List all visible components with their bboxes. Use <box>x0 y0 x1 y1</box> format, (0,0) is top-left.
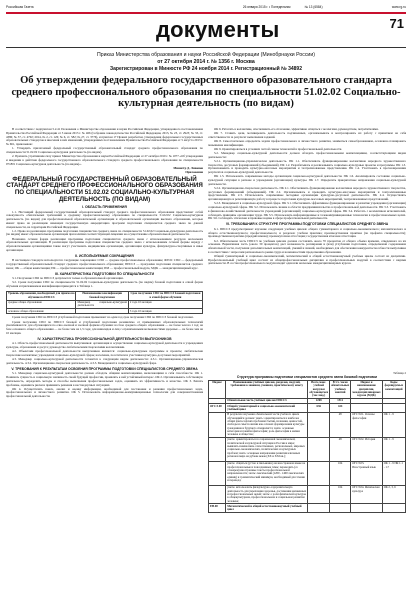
section-heading: V. ТРЕБОВАНИЯ К РЕЗУЛЬТАТАМ ОСВОЕНИЯ ПРОГРАММЫ ПОДГОТОВКИ СПЕЦИАЛИСТОВ СРЕДНЕГО ЗВЕНА <box>11 366 198 371</box>
table-header: Срок получения СПО по ППССЗ базовой подготовки в очной форме обучения <box>128 291 202 300</box>
table-cell <box>308 437 330 461</box>
table-cell: 48 <box>330 437 351 461</box>
table-header: Индекс и наименование дисциплин, междисциплинарных курсов (МДК) <box>352 380 381 398</box>
site-url: www.rg.ru <box>391 5 406 9</box>
table-cell: В результате изучения обязательной части учебного цикла обучающийся должен: уметь: ориентироваться в наиболее общих философских проблемах бытия, познания, ценностей, свободы и смысла жизни как основах формирования культуры гражданина и будущего специалиста; знать: основные категории и понятия философии; роль философии в жизни человека и общества; <box>226 412 308 437</box>
paragraph: Сроки получения СПО по ППССЗ базовой и углубленной подготовки независимо от применяемых образовательных технологий увеличиваются: для обучающихся по очно-заочной и заочной формам обучения: на базе среднего общего образования — не более чем на 1 год; на базе основного общего образования — не более чем на 1,5 года; для инвалидов и лиц с ограниченными возможностями здоровья — не более чем на 10 месяцев. <box>6 319 203 335</box>
paragraph: 1.1. Настоящий федеральный государственный образовательный стандарт среднего профессионального образования представляет собой совокупность обязательных требований к среднему профессиональному образованию по специальности 51.02.02 Социально-культурная деятельность (по видам) для профессиональной образовательной организации и образовательной организации высшего образования, которые имеют право на реализацию имеющих государственную аккредитацию программ подготовки специалистов среднего звена по данной специальности, на территории Российской Федерации. <box>6 209 203 229</box>
table-cell <box>209 485 226 503</box>
paragraph: 6.1. ППССЗ предусматривает изучение следующих учебных циклов: общего гуманитарного и социально-экономического; математического и общего естественнонаучного; профессионального; и разделов: учебная практика; производственная практика (по профилю специальности); производственная практика (преддипломная); промежуточная аттестация; государственная итоговая аттестация. <box>208 226 406 239</box>
table-cell <box>76 309 128 314</box>
paragraph: Общий гуманитарный и социально-экономический, математический и общий естественнонаучный учебные циклы состоят из дисциплин. Профессиональный учебный цикл состоит из общепрофессиональных дисциплин и профессиональных модулей в соответствии с видами деятельности. В состав профессионального модуля входит один или несколько междисциплинарных курсов. <box>208 253 406 266</box>
table-cell: ЕН.00 <box>209 504 226 513</box>
table-cell: ОК 1 - 9 <box>382 437 405 461</box>
paragraph: ОК 4. Осуществлять поиск, анализ и оценку информации, необходимой для постановки и решения профессиональных задач, профессионального и личностного развития. ОК 5. Использовать информационно-коммуникационные технологии для совершенствования профессиональной деятельности. <box>6 386 203 399</box>
paragraph: 1.2. Право на реализацию программы подготовки специалистов среднего звена по специальности 51.02.02 Социально-культурная деятельность (по видам) имеет образовательная организация при наличии соответствующей лицензии на осуществление образовательной деятельности. <box>6 228 203 237</box>
table-header: Всего макс. учебной нагрузки обучающегося (час./нед.) <box>309 380 329 398</box>
section-heading: VI. ТРЕБОВАНИЯ К СТРУКТУРЕ ПРОГРАММЫ ПОДГОТОВКИ СПЕЦИАЛИСТОВ СРЕДНЕГО ЗВЕНА <box>225 222 389 227</box>
table-header: Наименование квалификации базовой подготовки <box>76 291 128 300</box>
paragraph: 5.2.2. Организационно-творческая деятельность. ПК 2.1. Обеспечивать функционирование коллективов народного художественного творчества, досуговых формирований (объединений). ПК 2.2. Организовывать и проводить культурно-массовые мероприятия и театрализованные представления. ПК 2.3. Использовать современные методики организации культурно-досуговой деятельности. ПК 2.4. Осуществлять организационную и репетиционную работу в процессе подготовки культурно-массовых мероприятий, театрализованных представлений. <box>208 185 406 202</box>
paragraph: 2. Признать утратившим силу приказ Министерства образования и науки Российской Федерации от 27 октября 2010 г. № 1077 «Об утверждении и введении в действие федерального государственного образовательного стандарта среднего профессионального образования по специальности 071801 Социально-культурная деятельность (по видам)». <box>6 154 203 166</box>
table-cell: 636 <box>308 404 330 413</box>
table-cell: ОК 2, 3, 6 <box>382 485 405 503</box>
paragraph: ОК 8. Самостоятельно определять задачи профессионального и личностного развития, заниматься самообразованием, осознанно планировать повышение квалификации. <box>208 139 406 147</box>
paragraph: 5.2.1. Организационно-управленческая деятельность. ПК 1.1. Обеспечивать функционирование коллективов народного художественного творчества, досуговых формирований (объединений). ПК 1.2. Разрабатывать и реализовывать социально-культурные проекты и программы. ПК 1.3. Организовывать и проводить культурно-массовые мероприятия и театрализованные представления. ПК 1.4. Участвовать в прогнозировании результатов социально-культурной деятельности. <box>208 158 406 175</box>
table-cell: ОК 1 - 9 ПК 1.1 - 1.7 <box>382 461 405 485</box>
table-cell: уметь: использовать физкультурно-оздоровительную деятельность для укрепления здоровья, достижения жизненных и профессиональных целей; знать: о роли физической культуры в общекультурном, профессиональном и социальном развитии человека; <box>227 485 307 503</box>
appendix-label: Приложение <box>185 169 203 174</box>
table-row <box>7 309 203 314</box>
paragraph: ОК 9. Ориентироваться в условиях частой смены технологий в профессиональной деятельности. <box>214 146 343 151</box>
order-registration: Зарегистрирован в Минюсте РФ 24 ноября 2014 г. Регистрационный № 34892 <box>109 66 302 72</box>
table-cell: 424 <box>330 404 351 413</box>
table-cell <box>209 437 226 461</box>
table-caption: Таблица 2 <box>393 371 406 375</box>
table-cell <box>209 412 226 437</box>
section-heading: III. ХАРАКТЕРИСТИКА ПОДГОТОВКИ ПО СПЕЦИАЛЬНОСТИ <box>54 271 155 276</box>
page-number: 71 <box>389 16 404 31</box>
table-row <box>209 504 406 513</box>
issue-date: 26 января 2015 г. • Понедельник <box>242 5 291 9</box>
table-row <box>209 404 406 413</box>
table-cell: среднее общее образование <box>7 300 76 309</box>
paragraph: 1. Утвердить прилагаемый федеральный государственный образовательный стандарт среднего профессионального образования по специальности 51.02.02 Социально-культурная деятельность (по видам). <box>6 146 203 154</box>
paragraph: 3.1. Получение СПО по ППССЗ допускается только в образовательной организации. <box>12 276 124 281</box>
table-1 <box>6 291 203 314</box>
table-header: Коды формируемых компетенций <box>382 380 405 398</box>
structure-table-block <box>208 372 406 513</box>
table-cell: уметь: общаться (устно и письменно) на иностранном языке на профессиональные и повседневные темы; переводить (со словарем) иностранные тексты профессиональной направленности; знать: лексический (1200 - 1400 лексических единиц) и грамматический минимум, необходимый для чтения и перевода; <box>226 461 308 485</box>
issue-number: № 13 (6584) <box>304 5 323 9</box>
table-cell <box>308 504 330 513</box>
table-header: Индекс <box>209 380 226 398</box>
table-row <box>209 485 406 503</box>
table-cell: 164 <box>330 461 351 485</box>
table-cell <box>308 485 330 503</box>
table-cell <box>351 504 382 513</box>
table-cell: 3 года 10 месяцев <box>128 309 202 314</box>
paragraph: 4.1. Область профессиональной деятельности выпускников: организация и осуществление социально-культурной деятельности в учреждениях культуры, образования и досуга; руководство любительскими творческими коллективами. <box>6 341 203 350</box>
order-headline: Об утверждении федерального государственного образовательного стандарта среднего профессионального образования по специальности 51.02.02 Социально-культурная деятельность (по видам) <box>11 75 401 110</box>
right-column <box>208 128 406 370</box>
paragraph: 5.1. Менеджер социально-культурной деятельности должен обладать общими компетенциями, включающими в себя способность: ОК 1. Понимать сущность и социальную значимость своей будущей профессии, проявлять к ней устойчивый интерес. ОК 2. Организовывать собственную деятельность, определять методы и способы выполнения профессиональных задач, оценивать их эффективность и качество. ОК 3. Решать проблемы, оценивать риски и принимать решения в нестандартных ситуациях. <box>6 371 203 387</box>
table-cell <box>382 504 405 513</box>
paragraph: В настоящем стандарте используются следующие сокращения: СПО — среднее профессиональное образование; ФГОС СПО — федеральный государственный образовательный стандарт среднего профессионального образования; ППССЗ — программа подготовки специалистов среднего звена; ОК — общая компетенция; ПК — профессиональная компетенция; ПМ — профессиональный модуль; МДК — междисциплинарный курс. <box>6 258 203 270</box>
paragraph: Возможна сетевая форма реализации программы подготовки специалистов среднего звена с использованием ресурсов нескольких образовательных организаций. В реализации программы подготовки специалистов среднего звена с использованием сетевой формы наряду с образовательными организациями также могут участвовать медицинские организации, организации культуры, физкультурно-спортивные и иные организации. <box>6 236 203 252</box>
table-header: Уровень образования, необходимый для приема на обучение по ППССЗ <box>8 291 75 299</box>
table-cell: ОГСЭ.03. Иностранный язык <box>351 461 382 485</box>
table-header-row <box>209 380 406 398</box>
order-date-number: от 27 октября 2014 г. № 1356 г. Москва <box>157 59 255 65</box>
section-heading: I. ОБЛАСТЬ ПРИМЕНЕНИЯ <box>82 204 127 209</box>
paragraph: Сроки получения СПО по ППССЗ углубленной подготовки превышают на один год срок получения СПО по ППССЗ базовой подготовки. <box>12 315 194 320</box>
table-cell <box>351 404 382 413</box>
table-row <box>209 461 406 485</box>
paragraph: 4.2. Объектами профессиональной деятельности выпускников являются: социально-культурные программы и проекты; любительские творческие коллективы; учреждения социально-культурной сферы; население, посетители и участники культурно-досуговых мероприятий. <box>6 349 203 357</box>
table-cell: основное общее образование <box>7 309 76 314</box>
table-cell: ОГСЭ.02. История <box>351 437 382 461</box>
left-column <box>6 128 203 594</box>
table-cell: 2268 <box>308 398 330 403</box>
table-cell: 164 <box>330 485 351 503</box>
table-cell <box>382 404 405 413</box>
table-cell: ОГСЭ.04. Физическая культура <box>351 485 382 503</box>
header-divider <box>6 47 406 48</box>
table-cell <box>209 461 226 485</box>
table-cell: Обязательная часть учебных циклов ППССЗ <box>226 398 308 403</box>
table-cell: Менеджер социально-культурной деятельности <box>77 300 127 308</box>
table-cell: 2 года 10 месяцев <box>128 300 202 309</box>
table-header: Наименование учебных циклов, разделов, модулей, требования к знаниям, умениям, практическому опыту <box>226 380 308 398</box>
table-row <box>209 412 406 437</box>
table-cell: 1512 <box>330 398 351 403</box>
order-heading <box>6 52 406 110</box>
paragraph: В соответствии с подпунктом 5.2.41 Положения о Министерстве образования и науки Российской Федерации, утвержденного постановлением Правительства Российской Федерации от 3 июня 2013 г. № 466 (Собрание законодательства Российской Федерации, 2013, № 23, ст. 2923; № 33, ст. 4386; № 37, ст. 4702; 2014, № 2, ст. 126; № 6, ст. 582; № 27, ст. 3776), и пунктом 17 Правил разработки, утверждения федеральных государственных образовательных стандартов и внесения в них изменений, утвержденных постановлением Правительства Российской Федерации от 5 августа 2013 г. № 661, приказываю: <box>6 128 203 146</box>
table-cell: 48 <box>330 412 351 437</box>
newspaper-name: Российская Газета <box>6 5 34 9</box>
paragraph: 6.2. Обязательная часть ППССЗ по учебным циклам должна составлять около 70 процентов от общего объема времени, отведенного на их освоение. Вариативная часть (около 30 процентов) дает возможность расширения и (или) углубления подготовки, определяемой содержанием обязательной части, получения дополнительных компетенций, умений и знаний, необходимых для обеспечения конкурентоспособности выпускника в соответствии с запросами регионального рынка труда и возможностями продолжения образования. <box>208 238 406 254</box>
table-title: Структура программы подготовки специалистов среднего звена базовой подготовки <box>236 374 378 379</box>
table-cell: уметь: ориентироваться в современной экономической, политической и культурной ситуации в России и мире; выявлять взаимосвязь отечественных, региональных, мировых социально-экономических, политических и культурных проблем; знать: основные направления развития ключевых регионов мира на рубеже веков (XX и XXI вв.); <box>226 437 308 461</box>
table-header: В т.ч. часов обязательных учебных занятий <box>330 380 351 398</box>
paragraph: ОК 7. Ставить цели, мотивировать деятельность подчиненных, организовывать и контролировать их работу с принятием на себя ответственности за результат выполнения заданий. <box>208 131 406 139</box>
table-cell <box>308 461 330 485</box>
standard-title: ФЕДЕРАЛЬНЫЙ ГОСУДАРСТВЕННЫЙ ОБРАЗОВАТЕЛЬНЫЙ СТАНДАРТ СРЕДНЕГО ПРОФЕССИОНАЛЬНОГО ОБРАЗОВАНИЯ ПО СПЕЦИАЛЬНОСТИ 51.02.02 СОЦИАЛЬНО-КУЛЬТУРНАЯ ДЕЯТЕЛЬНОСТЬ (ПО ВИДАМ) <box>6 175 203 203</box>
section-heading: IV. ХАРАКТЕРИСТИКА ПРОФЕССИОНАЛЬНОЙ ДЕЯТЕЛЬНОСТИ ВЫПУСКНИКОВ <box>37 336 172 341</box>
minister-signature: Министр Д. Ливанов <box>173 165 203 170</box>
section-heading: II. ИСПОЛЬЗУЕМЫЕ СОКРАЩЕНИЯ <box>75 253 134 258</box>
table-cell <box>330 504 351 513</box>
structure-table <box>208 380 406 514</box>
table-cell: Математический и общий естественнонаучный учебный цикл <box>226 504 308 513</box>
table-row <box>209 437 406 461</box>
table-cell: Общий гуманитарный и социально-экономический учебный цикл <box>226 404 308 413</box>
table-row <box>7 300 203 309</box>
order-issuer: Приказ Министерства образования и науки Российской Федерации (Минобрнауки России) <box>97 52 315 58</box>
paragraph: 3.2. Сроки получения СПО по специальности 51.02.02 Социально-культурная деятельность (по видам) базовой подготовки в очной форме обучения и присваиваемая квалификация приводятся в Таблице 1. <box>6 280 203 289</box>
table-cell: ОГСЭ.00 <box>209 404 226 413</box>
section-title: документы <box>156 17 280 42</box>
paragraph: 4.3. Менеджер социально-культурной деятельности готовится к следующим видам деятельности: 4.3.1. Организационно-управленческая деятельность. 4.3.2. Организационно-творческая деятельность. 4.3.3. Менеджмент в социально-культурной сфере. <box>6 357 203 365</box>
table-cell: ОК 1 - 9 <box>382 412 405 437</box>
paragraph: ПК 1.5. Использовать современные методы организации социально-культурной деятельности. ПК 1.6. Анализировать состояние социально-культурной ситуации в регионе и учреждении (организации) культуры. ПК 1.7. Определять приоритетные направления социально-культурной деятельности. <box>208 174 406 186</box>
top-bar <box>6 3 406 11</box>
table-cell: ОГСЭ.01. Основы философии <box>351 412 382 437</box>
paragraph: ОК 6. Работать в коллективе, обеспечивать его сплочение, эффективно общаться с коллегами, руководством, потребителями. <box>214 128 379 131</box>
paragraph: 5.2.3. Менеджмент в социально-культурной сфере. ПК 3.1. Обеспечивать эффективное функционирование и развитие учреждения (организации) социально-культурной сферы. ПК 3.2. Использовать знание в области предпринимательства в профессиональной деятельности. ПК 3.3. Участвовать в финансово-хозяйственной деятельности учреждений (организаций) социально-культурной сферы. ПК 3.4. Работать с коллективом исполнителей, соблюдать принципы организации труда. ПК 3.5. Использовать информационные и телекоммуникационные технологии в профессиональных целях. ПК 3.6. Соблюдать этические и правовые нормы в сфере профессиональной деятельности. <box>208 201 406 221</box>
paragraph: 5.2. Менеджер социально-культурной деятельности должен обладать профессиональными компетенциями, соответствующими видам деятельности: <box>208 151 406 159</box>
page-header <box>6 12 406 46</box>
table-cell <box>308 412 330 437</box>
